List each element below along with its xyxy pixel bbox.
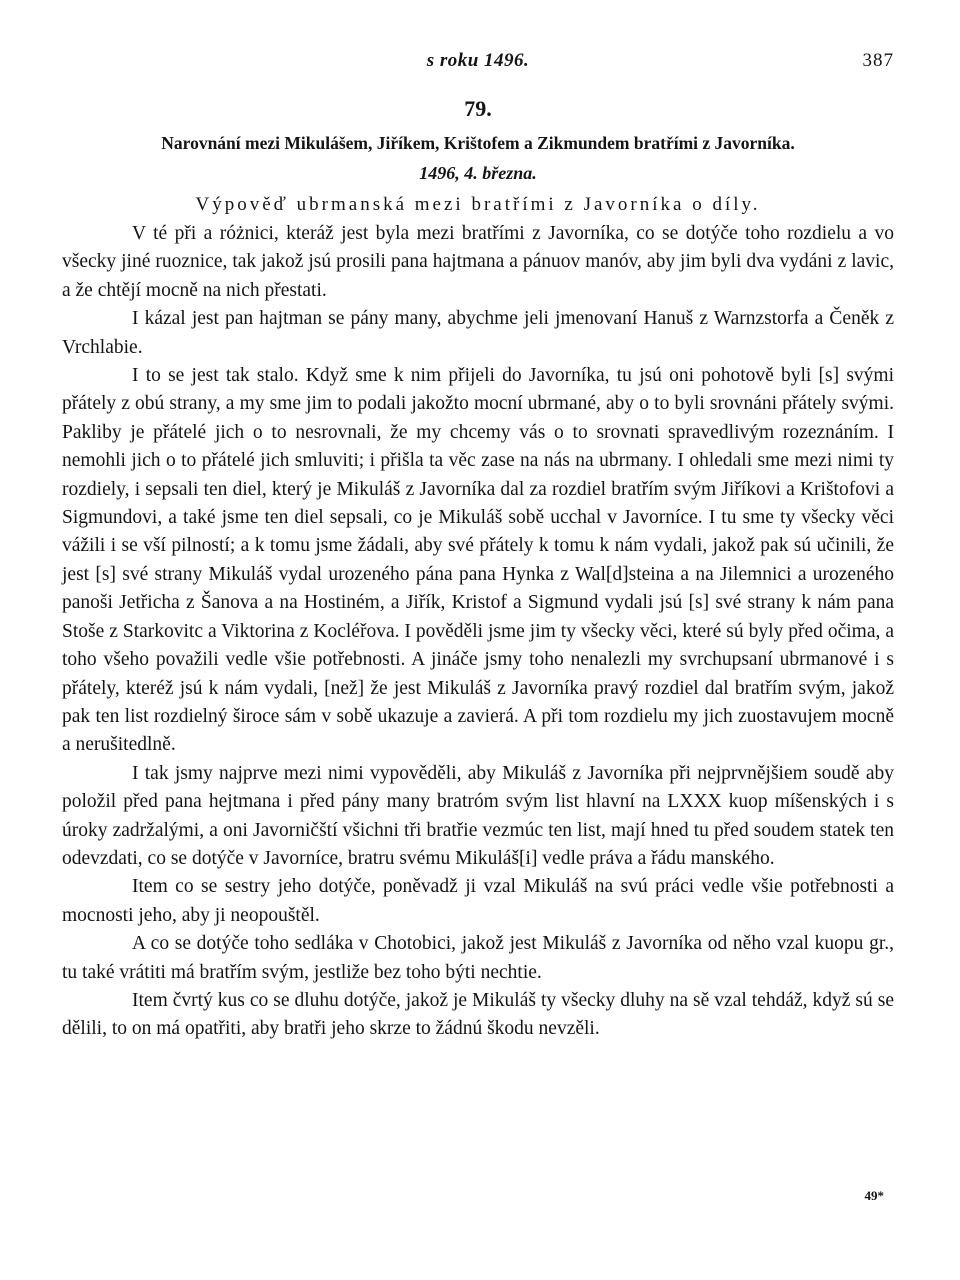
paragraph: A co se dotýče toho sedláka v Chotobici, jakož jest Mikuláš z Javorníka od něho vzal kuopu gr., tu také vrátiti má bratřím svým, jestliže bez toho býti nechtie. [62,933,894,983]
document-subtitle: Výpověď ubrmanská mezi bratřími z Javorníka o díly. [195,194,761,215]
paragraph: I kázal jest pan hajtman se pány many, abychme jeli jmenovaní Hanuš z Warnzstorfa a Čeněk z Vrchlabie. [62,308,894,358]
document-heading: Narovnání mezi Mikulášem, Jiříkem, Krištofem a Zikmundem bratřími z Javorníka. [161,133,795,153]
document-number: 79. [464,96,492,121]
document-date: 1496, 4. března. [419,163,537,183]
signature-mark: 49* [864,1188,884,1203]
running-head-title: s roku 1496. [426,50,530,71]
paragraph: I to se jest tak stalo. Když sme k nim přijeli do Javorníka, tu jsú oni pohotově byli [s] svými přátely z obú strany, a my sme jim to podali jakožto mocní ubrmané, aby o to byli srovnáni přátely svými. Pakliby je přátelé jich o to nesrovnali, že my chcemy vás o to srovnati spravedlivým rozeznáním. I nemohli jich o to přátelé jich smluviti; i přišla ta věc zase na nás na ubrmany. I ohledali sme mezi nimi ty rozdiely, i sepsali ten diel, který je Mikuláš z Javorníka dal za rozdiel bratřím svým Jiříkovi a Krištofovi a Sigmundovi, a také jsme ten diel sepsali, co je Mikuláš sobě ucchal v Javorníce. I tu sme ty všecky věci vážili i se vší pilností; a k tomu jsme žádali, aby své přátely k tomu k nám vydali, jakož pak sú učinili, že jest [s] své strany Mikuláš vydal urozeného pána pana Hynka z Wal[d]steina a na Jilemnici a urozeného panoši Jetřicha z Šanova a na Hostiném, a Jiřík, Kristof a Sigmund vydali jsú [s] své strany k nám pana Stoše z Starkovitc a Viktorina z Kocléřova. I pověděli jsme jim ty všecky věci, které sú byly před očima, a toho všeho považili vedle všie potřebnosti. A jináče jsmy toho nenalezli my svrchupsaní ubrmanové i s přátely, kteréž jsú k nám vydali, [než] že jest Mikuláš z Javorníka pravý rozdiel dal bratřím svým, jakož pak ten list rozdielný široce sám v sobě ukazuje a zavierá. A při tom rozdielu my jich zuostavujem mocně a nerušitedlně. [62,365,894,756]
document-body [62,220,894,1044]
document-page [62,40,894,1044]
running-head [62,40,894,80]
paragraph: Item čvrtý kus co se dluhu dotýče, jakož je Mikuláš ty všecky dluhy na sě vzal tehdáž, když sú se dělili, to on má opatřiti, aby bratři jeho skrze to žádnú škodu nevzěli. [62,989,894,1040]
paragraph: V té při a różnici, kteráž jest byla mezi bratřími z Javorníka, co se dotýče toho rozdielu a vo všecky jiné ruoznice, tak jakož jsú prosili pana hajtmana a pánuov manóv, aby jim byli dva vydáni z lavic, a že chtějí mocně na nich přestati. [62,223,894,301]
paragraph: Item co se sestry jeho dotýče, poněvadž ji vzal Mikuláš na svú práci vedle všie potřebnosti a mocnosti jeho, aby ji neopouštěl. [62,876,894,926]
page-number: 387 [862,50,894,71]
paragraph: I tak jsmy najprve mezi nimi vypověděli, aby Mikuláš z Javorníka při nejprvnějšiem soudě aby položil před pana hejtmana i před pány many bratróm svým list hlavní na LXXX kuop míšenských i s úroky zadržalými, a oni Javorničští všichni tři bratřie vezmúc ten list, mají hned tu před soudem statek ten odevzdati, co se dotýče v Javorníce, bratru svému Mikuláš[i] vedle práva a řádu manského. [62,762,894,869]
